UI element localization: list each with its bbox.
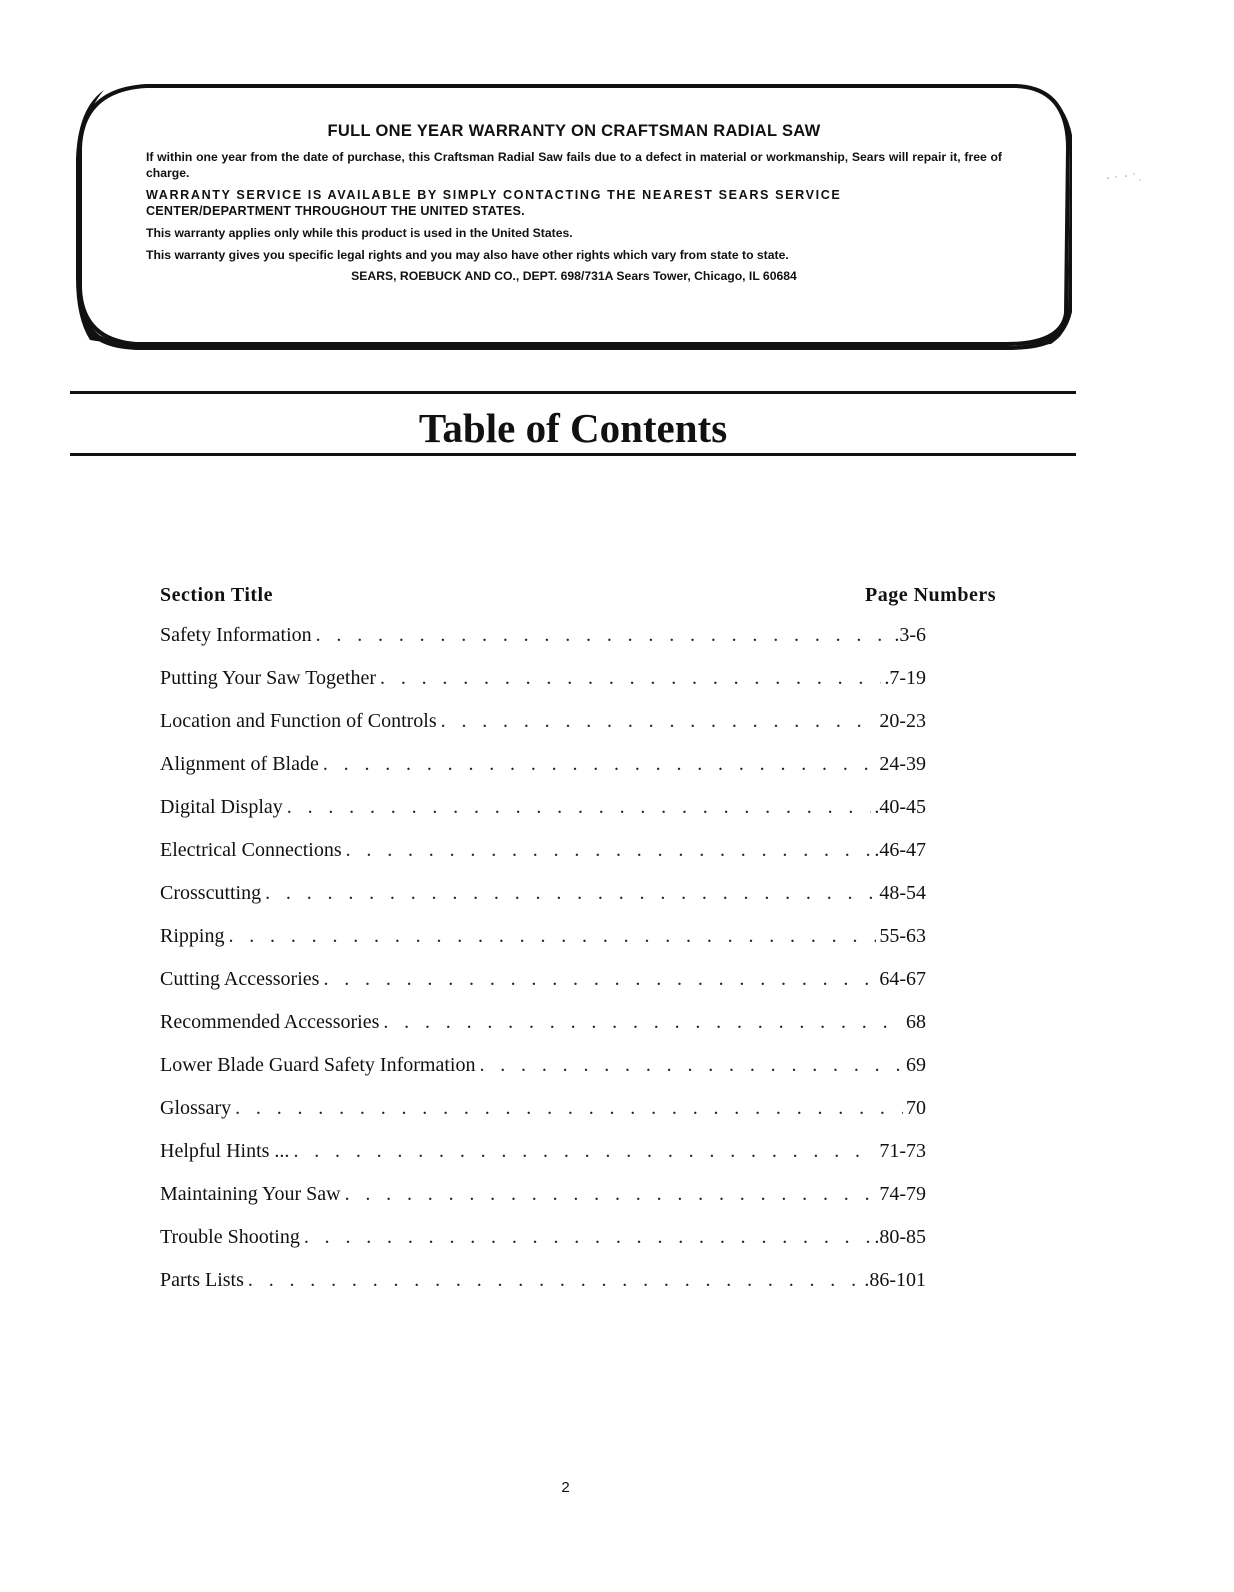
toc-leader xyxy=(316,624,892,647)
toc-entry-pages: .80-85 xyxy=(874,1226,926,1248)
top-rule xyxy=(70,391,1076,394)
toc-entry-pages: 24-39 xyxy=(879,753,926,775)
toc-entry xyxy=(160,882,926,925)
toc-header-section: Section Title xyxy=(160,584,273,606)
toc-entry-title: Electrical Connections xyxy=(160,839,342,861)
toc-entry-pages: 70 xyxy=(906,1097,926,1119)
toc-entry xyxy=(160,753,926,796)
toc-entry-pages: .46-47 xyxy=(874,839,926,861)
toc-entry-pages: .7-19 xyxy=(884,667,926,689)
toc-leader xyxy=(293,1140,876,1163)
toc-leader xyxy=(235,1097,903,1120)
toc-entry-pages: 69 xyxy=(906,1054,926,1076)
toc-leader xyxy=(383,1011,903,1034)
toc-entry-pages: .86-101 xyxy=(864,1269,926,1291)
page-number: 2 xyxy=(561,1479,570,1496)
scan-speck xyxy=(1104,168,1154,184)
toc-entry xyxy=(160,968,926,1011)
toc-entry-title: Helpful Hints ... xyxy=(160,1140,290,1162)
toc-entry-title: Lower Blade Guard Safety Information xyxy=(160,1054,476,1076)
toc-entry-pages: .40-45 xyxy=(874,796,926,818)
toc-entry-title: Trouble Shooting xyxy=(160,1226,300,1248)
toc-entry xyxy=(160,839,926,882)
warranty-title: FULL ONE YEAR WARRANTY ON CRAFTSMAN RADIAL SAW xyxy=(327,122,821,140)
warranty-service xyxy=(146,187,1002,219)
toc-leader xyxy=(304,1226,871,1249)
toc-entry xyxy=(160,1054,926,1097)
toc-entry-pages: 55-63 xyxy=(879,925,926,947)
toc-entry-pages: 68 xyxy=(906,1011,926,1033)
toc-entry xyxy=(160,1269,926,1312)
toc-entry xyxy=(160,624,926,667)
toc-entry xyxy=(160,1140,926,1183)
warranty-legal-rights: This warranty gives you specific legal rights and you may also have other rights which vary from state to state. xyxy=(146,248,789,262)
toc-leader xyxy=(265,882,876,905)
toc-leader xyxy=(248,1269,861,1292)
toc-entry-title: Digital Display xyxy=(160,796,283,818)
warranty-service-line1: WARRANTY SERVICE IS AVAILABLE BY SIMPLY CONTACTING THE NEAREST SEARS SERVICE xyxy=(146,188,842,202)
warranty-text xyxy=(146,122,1002,295)
toc-entry-pages: 20-23 xyxy=(879,710,926,732)
toc-entry-title: Crosscutting xyxy=(160,882,262,904)
toc-leader xyxy=(323,753,876,776)
toc-header-page: Page Numbers xyxy=(865,584,996,606)
toc-leader xyxy=(323,968,876,991)
toc-entry xyxy=(160,1097,926,1140)
toc-leader xyxy=(345,1183,877,1206)
toc-entry-title: Glossary xyxy=(160,1097,232,1119)
warranty-coverage: If within one year from the date of purchase, this Craftsman Radial Saw fails due to a defect in material or workmanship, Sears will repair it, free of charge. xyxy=(146,150,1002,180)
toc-entry-title: Safety Information xyxy=(160,624,312,646)
toc-entry-pages: 64-67 xyxy=(879,968,926,990)
warranty-box xyxy=(76,78,1072,350)
toc-entry-title: Location and Function of Controls xyxy=(160,710,437,732)
toc-entry-pages: .3-6 xyxy=(894,624,926,646)
toc-entry xyxy=(160,796,926,839)
warranty-us-only: This warranty applies only while this product is used in the United States. xyxy=(146,226,573,240)
toc-leader xyxy=(380,667,881,690)
warranty-address: SEARS, ROEBUCK AND CO., DEPT. 698/731A Sears Tower, Chicago, IL 60684 xyxy=(351,269,797,283)
toc-entry xyxy=(160,1011,926,1054)
page-title: Table of Contents xyxy=(418,405,728,451)
toc-leader xyxy=(479,1054,903,1077)
toc-entry xyxy=(160,1183,926,1226)
bottom-rule xyxy=(70,453,1076,456)
toc-leader xyxy=(287,796,872,819)
toc-entry xyxy=(160,710,926,753)
toc-leader xyxy=(441,710,877,733)
toc-entry xyxy=(160,667,926,710)
toc-list xyxy=(160,624,926,1312)
toc-entry-pages: 71-73 xyxy=(879,1140,926,1162)
toc-entry-title: Cutting Accessories xyxy=(160,968,320,990)
toc-entry-title: Maintaining Your Saw xyxy=(160,1183,341,1205)
toc-entry-title: Ripping xyxy=(160,925,225,947)
toc-entry xyxy=(160,925,926,968)
warranty-service-line2: CENTER/DEPARTMENT THROUGHOUT THE UNITED STATES. xyxy=(146,204,525,218)
toc-header xyxy=(160,584,996,607)
toc-entry-title: Recommended Accessories xyxy=(160,1011,380,1033)
toc-leader xyxy=(228,925,876,948)
toc-entry-title: Putting Your Saw Together xyxy=(160,667,377,689)
toc-entry-pages: 48-54 xyxy=(879,882,926,904)
toc-entry-pages: 74-79 xyxy=(879,1183,926,1205)
toc-leader xyxy=(346,839,872,862)
toc-entry-title: Alignment of Blade xyxy=(160,753,319,775)
toc-entry xyxy=(160,1226,926,1269)
toc-entry-title: Parts Lists xyxy=(160,1269,244,1291)
